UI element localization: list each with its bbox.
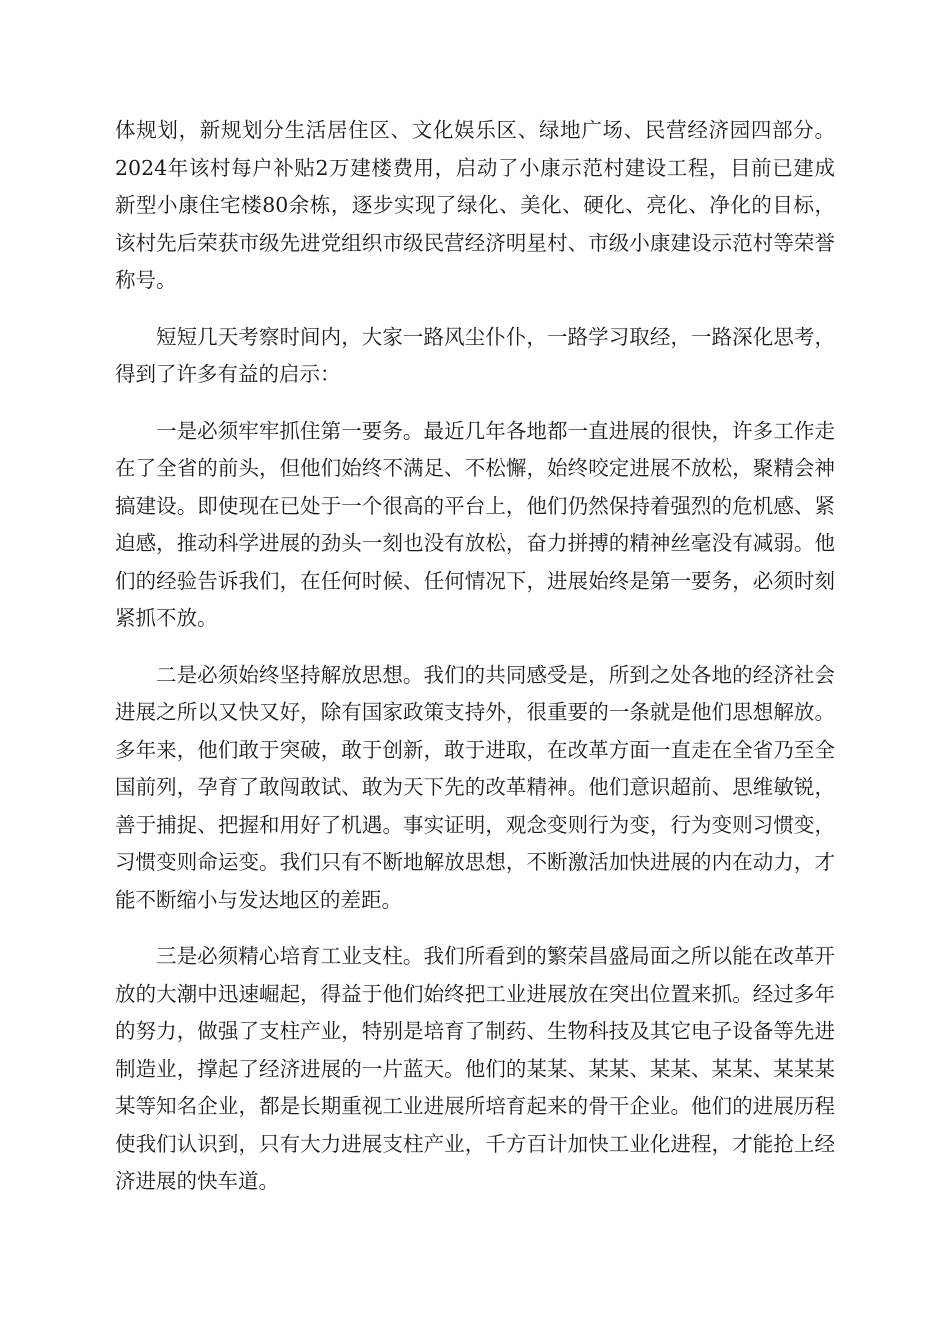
paragraph-point-two: 二是必须始终坚持解放思想。我们的共同感受是，所到之处各地的经济社会进展之所以又快又好，除有国家政策支持外，很重要的一条就是他们思想解放。多年来，他们敢于突破，敢于创新，敢于进取，在改革方面一直走在全省乃至全国前列，孕育了敢闯敢试、敢为天下先的改革精神。他们意识超前、思维敏锐，善于捕捉、把握和用好了机遇。事实证明，观念变则行为变，行为变则习惯变，习惯变则命运变。我们只有不断地解放思想，不断激活加快进展的内在动力，才能不断缩小与发达地区的差距。 [115,662,835,912]
paragraph-continuation: 体规划，新规划分生活居住区、文化娱乐区、绿地广场、民营经济园四部分。2024年该村每户补贴2万建楼费用，启动了小康示范村建设工程，目前已建成新型小康住宅楼80余栋，逐步实现了绿化、美化、硬化、亮化、净化的目标，该村先后荣获市级先进党组织市级民营经济明星村、市级小康建设示范村等荣誉称号。 [115,118,835,292]
paragraph-inspection-summary: 短短几天考察时间内，大家一路风尘仆仆，一路学习取经，一路深化思考，得到了许多有益的启示： [115,324,835,386]
paragraph-point-one: 一是必须牢牢抓住第一要务。最近几年各地都一直进展的很快，许多工作走在了全省的前头，但他们始终不满足、不松懈，始终咬定进展不放松，聚精会神搞建设。即使现在已处于一个很高的平台上，他们仍然保持着强烈的危机感、紧迫感，推动科学进展的劲头一刻也没有放松，奋力拼搏的精神丝毫没有减弱。他们的经验告诉我们，在任何时候、任何情况下，进展始终是第一要务，必须时刻紧抓不放。 [115,418,835,630]
document-body [115,112,835,1220]
paragraph-point-three: 三是必须精心培育工业支柱。我们所看到的繁荣昌盛局面之所以能在改革开放的大潮中迅速崛起，得益于他们始终把工业进展放在突出位置来抓。经过多年的努力，做强了支柱产业，特别是培育了制药、生物科技及其它电子设备等先进制造业，撑起了经济进展的一片蓝天。他们的某某、某某、某某、某某、某某某某等知名企业，都是长期重视工业进展所培育起来的骨干企业。他们的进展历程使我们认识到，只有大力进展支柱产业，千方百计加快工业化进程，才能抢上经济进展的快车道。 [115,944,835,1193]
